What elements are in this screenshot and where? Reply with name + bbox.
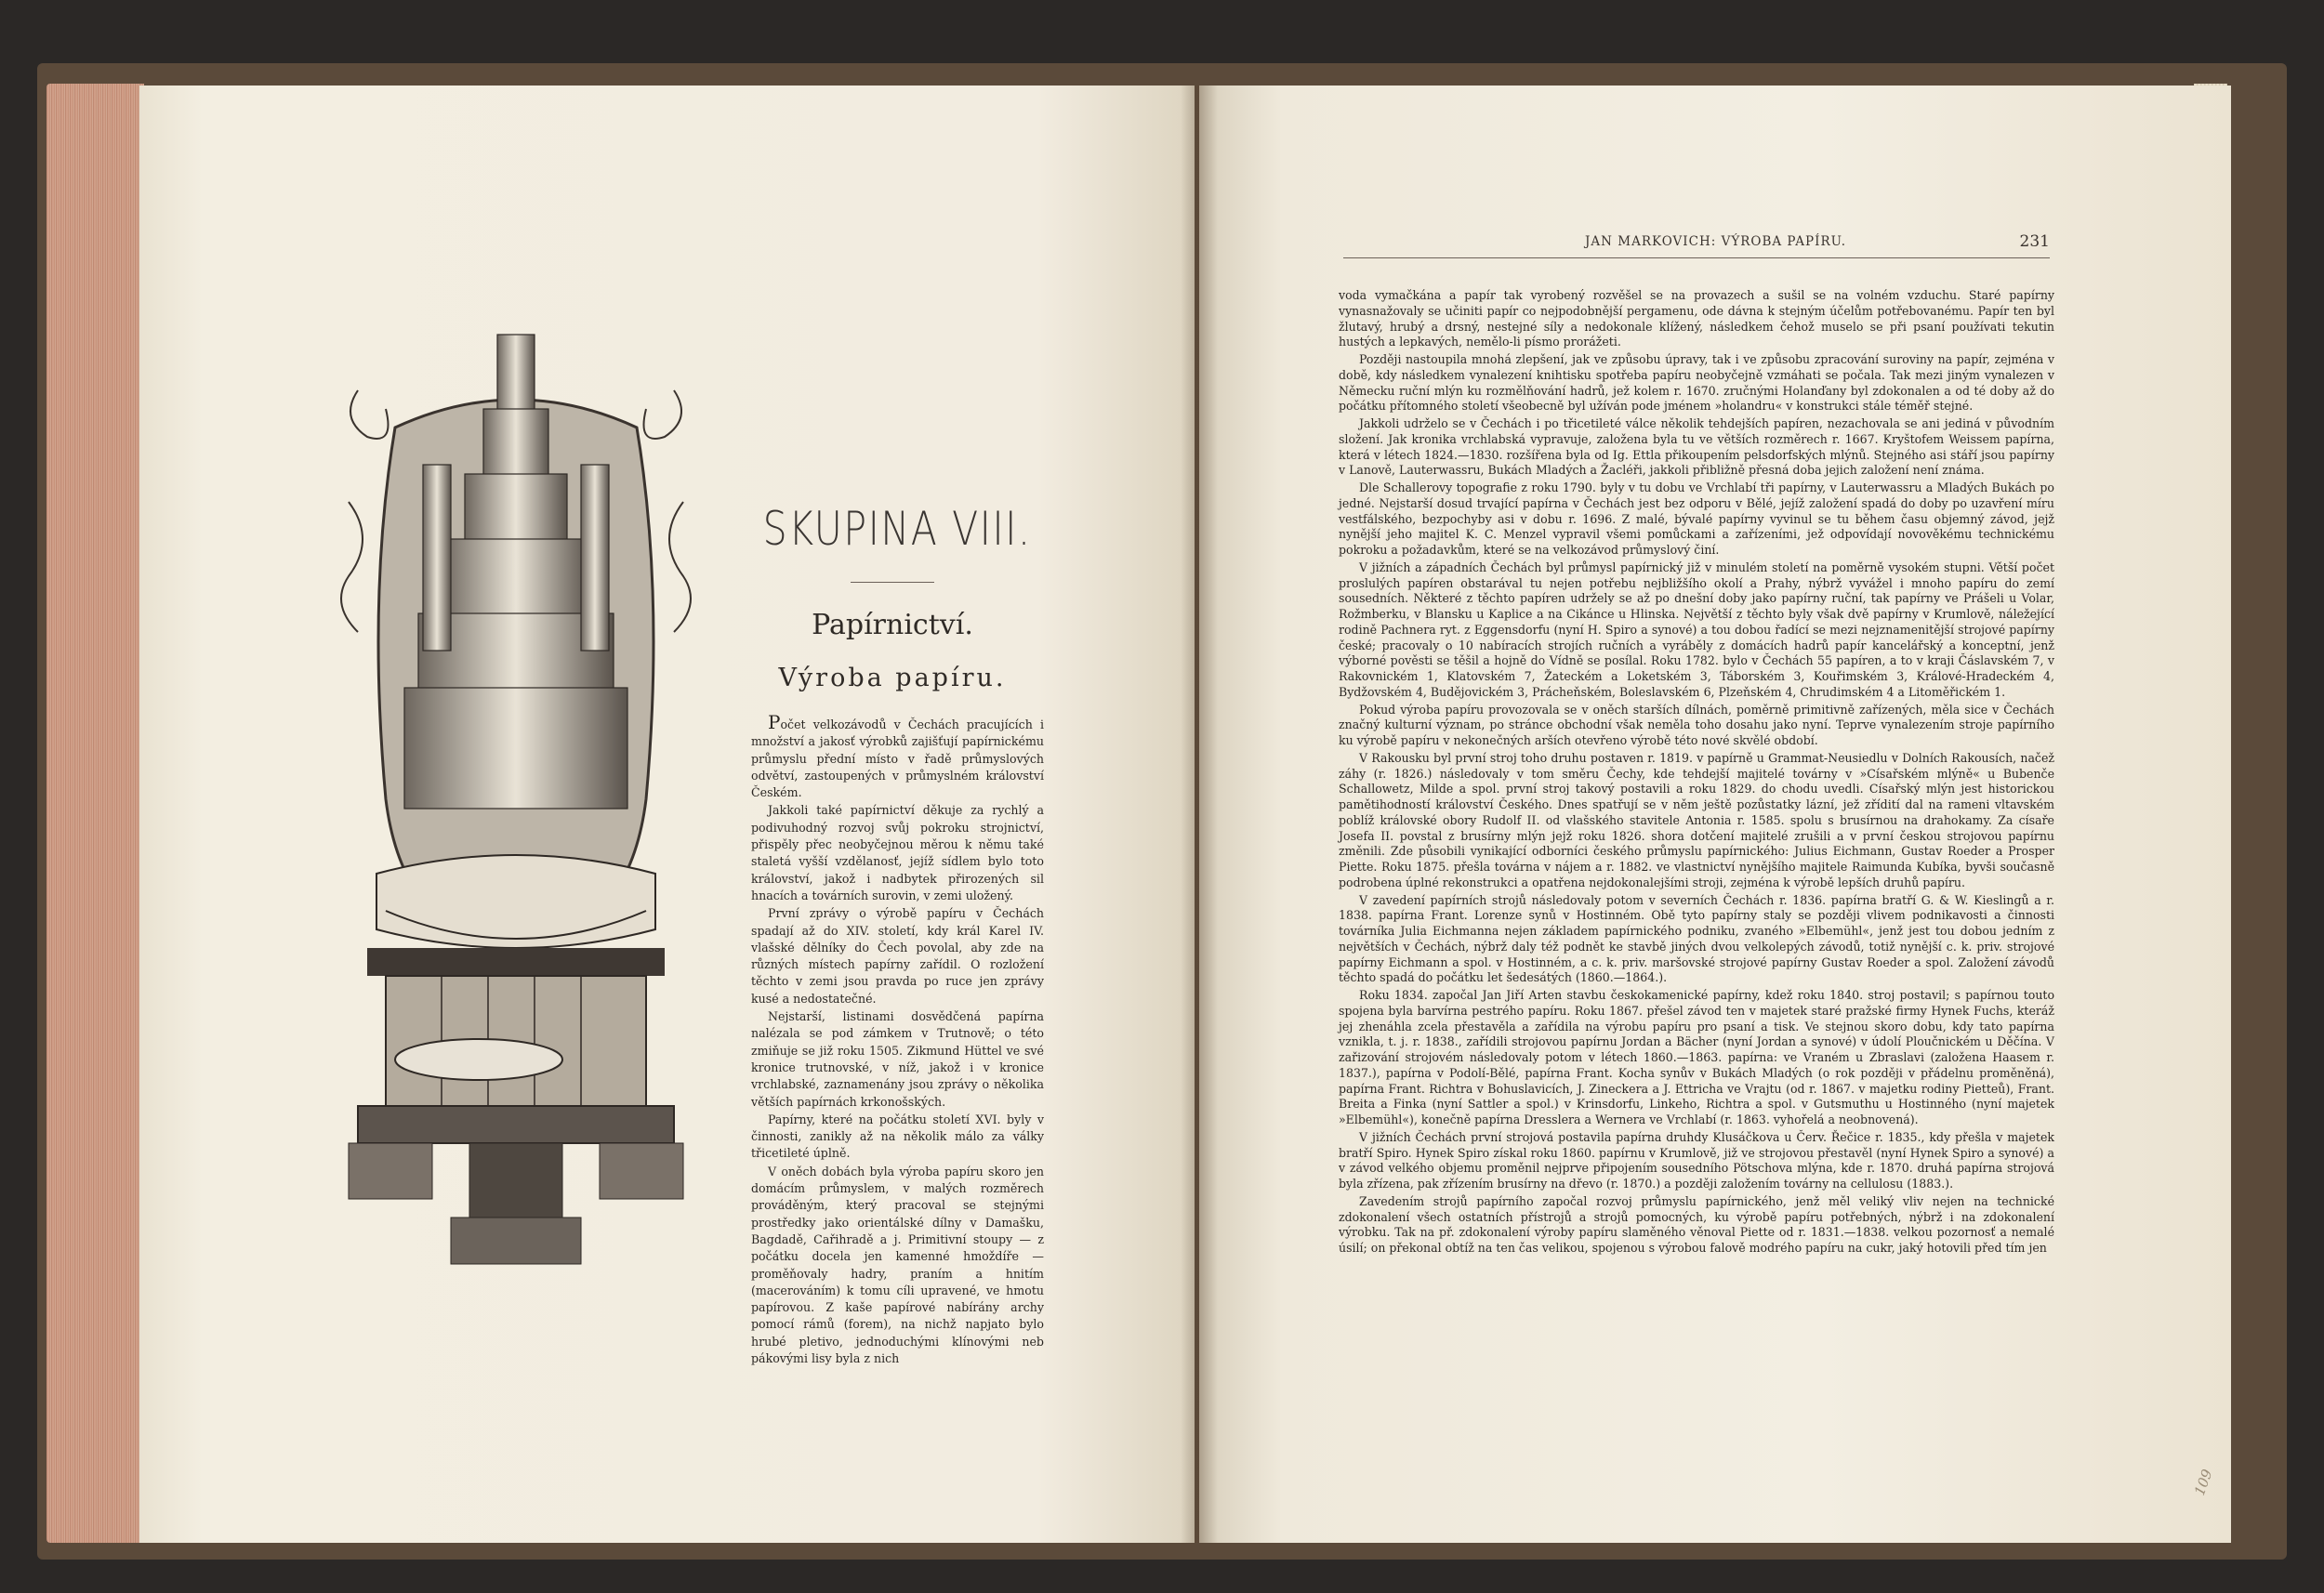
paragraph: V jižních a západních Čechách byl průmysl papírnický již v minulém století na poměrně vysokém stupni. Větší počet proslulých papíren obstarával tu nejen potřebu nejbližšího okolí a Prahy, nýbrž vyvážel i mnoho papíru do zemí sousedních. Některé z těchto papíren udržely se až po dnešní doby jako papírny ruční, tak papírny ve Prášeli u Volar, Rožmberku, v Blansku u Kaplice a na Cikánce u Hlinska. Největší z těchto byly však dvě papírny v Krumlově, náležející rodině Pachnera ryt. z Eggensdorfu (nyní H. Spiro a synové) a tou dobou řadící se mezi nejznamenitější strojové papírny české; pracovaly o 10 nabíracích strojích ručních a vyráběly z domácích hadrů papír kancelářský a konceptní, jenž výborné pověsti se těšil a hojně do Vídně se posílal. Roku 1782. bylo v Čechách 55 papíren, a to v kraji Čáslavském 7, v Rakovnickém 1, Klatovském 7, Žateckém a Loketském 3, Táborském 3, Kouřimském 3, Králové-Hradeckém 4, Bydžovském 4, Budějovickém 3, Prácheňském, Boleslavském 6, Plzeňském 4, Chrudimském 4 a Litoměřickém 1.	[1339, 560, 2054, 699]
book-fore-edge	[46, 84, 144, 1543]
paragraph: Nejstarší, listinami dosvědčená papírna nalézala se pod zámkem v Trutnově; o této zmiňuje se již roku 1505. Zikmund Hüttel ve své kronice trutnovské, v níž, jakož i v kronice vrchlabské, zaznamenány jsou zprávy o několika větších papírnách krkonošských.	[751, 1009, 1044, 1109]
running-head-title: JAN MARKOVICH: VÝROBA PAPÍRU.	[1585, 234, 1847, 249]
paragraph: Jakkoli udrželo se v Čechách i po třicetileté válce několik tehdejších papíren, nezachovala se ani jediná v původním složení. Jak kronika vrchlabská vypravuje, založena byla tu ve větších rozměrech r. 1667. Kryštofem Weissem papírna, která v létech 1824.—1830. rozšířena byla od Ig. Ettla přikoupením pelsdorfských mlýnů. Stejného asi stáří jsou papírny v Lanově, Lauterwassru, Bukách Mladých a Žacléři, jakkoli přibližně přesná doba jejich založení není známa.	[1339, 416, 2054, 478]
paragraph: První zprávy o výrobě papíru v Čechách spadají až do XIV. století, kdy král Karel IV. vlašské dělníky do Čech povolal, aby zde na různých místech papírny zařídil. O rozložení těchto v zemi jsou pravda po ruce jen zprávy kusé a nedostatečné.	[751, 906, 1044, 1006]
pencil-margin-note: 109	[2190, 1467, 2216, 1498]
right-text-column	[1339, 288, 2054, 1258]
section-title: Výroba papíru.	[778, 664, 1007, 692]
paragraph: Papírny, které na počátku století XVI. byly v činnosti, zanikly až na několik málo za války třicetileté úplně.	[751, 1112, 1044, 1161]
book-gutter	[1181, 86, 1218, 1543]
paragraph: V zavedení papírních strojů následovaly potom v severních Čechách r. 1836. papírna bratří G. & W. Kieslingů a r. 1838. papírna Frant. Lorenze synů v Hostinném. Obě tyto papírny staly se později vlivem podnikavosti a činnosti továrníka Julia Eichmanna nejen základem papírnického podniku, zvaného »Elbemühl«, jenž jest tou dobou jedním z největších v Čechách, nýbrž daly též podnět ke stavbě jiných dvou velkolepých závodů, totiž nynější c. k. priv. strojové papírny Eichmann a spol. v Hostinném, a c. k. priv. maršovské strojové papírny Gustav Roeder a spol. Založení závodů těchto spadá do počátku let šedesátých (1860.—1864.).	[1339, 892, 2054, 985]
paragraph: Jakkoli také papírnictví děkuje za rychlý a podivuhodný rozvoj svůj pokroku strojnictví, přispěly přec neobyčejnou měrou k němu také staletá vyšší vzdělanosť, jejíž sídlem bylo toto království, jakož i nadbytek přirozených sil hnacích a továrních surovin, v zemi uložený.	[751, 803, 1044, 902]
paragraph: V jižních Čechách první strojová postavila papírna druhdy Klusáčkova u Červ. Řečice r. 1835., kdy přešla v majetek bratří Spiro. Hynek Spiro získal roku 1860. papírnu v Krumlově, již ve strojovou přestavěl (nyní Hynek Spiro a synové) a v závod velkého objemu proměnil nejprve připojením sousedního Pötschova mlýna, kde r. 1870. druhá papírna strojová byla zřízena, pak zřízením brusírny na dřevo (r. 1870.) a později založením továrny na cellulosu (1883.).	[1339, 1129, 2054, 1191]
page-number: 231	[2019, 232, 2050, 251]
running-head	[1343, 230, 2050, 258]
paragraph: Zavedením strojů papírního započal rozvoj průmyslu papírnického, jenž měl veliký vliv nejen na technické zdokonalení všech ostatních přístrojů a strojů pomocných, ku výrobě papíru potřebných, nýbrž i na zdokonalení výrobku. Tak na př. zdokonalení výroby papíru slaměného věnoval Piette od r. 1831.—1838. velkou pozornosť a nemalé úsilí; on překonal obtíž na ten čas velikou, spojenou s výrobou falově modrého papíru na cukr, jaký hotovili před tím jen	[1339, 1193, 2054, 1255]
paragraph: V Rakousku byl první stroj toho druhu postaven r. 1819. v papírně u Grammat-Neusiedlu v Dolních Rakousích, načež záhy (r. 1826.) následovaly v tom směru Čechy, kde tehdejší majitelé továrny v »Císařském mlýně« u Bubenče Schallowetz, Milde a spol. první stroj takový postavili a roku 1829. do chodu uvedli. Císařský mlýn jest historickou pamětihodností království Českého. Dnes spatřují se v něm ještě pozůstatky lázní, jež zřídití dal na rameni vltavském poblíž královské obory Rudolf II. od vlašského stavitele Antonia r. 1585. spolu s brusírnou na drahokamy. Za císaře Josefa II. povstal z brusírny mlýn jejž roku 1826. shora dotčení majitelé zrušili a v první českou strojovou papírnu změnili. Zde působili vynikající odborníci českého průmyslu papírnického: Julius Eichmann, Gustav Roeder a Prosper Piette. Roku 1875. přešla továrna v nájem a r. 1882. ve vlastnictví nynějšího majitele Raimunda Kubíka, byvši současně podrobena úplné rekonstrukci a opatřena nejdokonalejšími stroji, zejména k výrobě lepších druhů papíru.	[1339, 750, 2054, 889]
paragraph: Počet velkozávodů v Čechách pracujících i množství a jakosť výrobků zajišťují papírnickému průmyslu přední místo v řadě průmyslových odvětví, zastoupených v průmyslném království Českém.	[751, 711, 1044, 800]
paper-machine-engraving	[330, 316, 702, 1283]
paragraph: Pokud výroba papíru provozovala se v oněch starších dílnách, poměrně primitivně zařízených, měla sice v Čechách značný kulturní význam, po stránce obchodní však neměla toho dosahu jako nyní. Teprve vynalezením stroje papírního ku výrobě papíru v nekonečných arších otevřeno výrobě této nové skvělé období.	[1339, 702, 2054, 747]
left-text-column	[751, 711, 1044, 1368]
paragraph: voda vymačkána a papír tak vyrobený rozvěšel se na provazech a sušil se na volném vzduchu. Staré papírny vynasnažovaly se učiniti papír co nejpodobnější pergamenu, ode dávna k stejným účelům potřebovanému. Papír ten byl žlutavý, hrubý a drsný, nestejné síly a nedokonale klížený, následkem čehož muselo se při psaní používati tekutin hustých a lepkavých, nemělo-li písmo prorážeti.	[1339, 288, 2054, 349]
chapter-heading: SKUPINA VIII.	[762, 502, 1032, 556]
paragraph: Roku 1834. započal Jan Jiří Arten stavbu českokamenické papírny, kdež roku 1840. stroj postavil; s papírnou touto spojena byla barvírna pestrého papíru. Roku 1867. přešel závod ten v majetek staré pražské firmy Hynek Fuchs, kteráž jej zhenáhla zcela přestavěla a zařídila na výrobu papíru pro psaní a tisk. Ve stejnou skoro dobu, kdy tato papírna vznikla, t. j. r. 1838., zařídili strojovou papírnu Jordan a Bächer (nyní Jordan a synové) v údolí Ploučnickém u Děčína. V zařizování strojovém následovaly potom v létech 1860.—1863. papírna: ve Vraném u Zbraslavi (založena Haasem r. 1837.), papírna v Podolí-Bělé, papírna Frant. Kocha synův v Bukách Mladých (o rok později v přádelnu proměněná), papírna Frant. Richtra v Bohuslavicích, J. Zineckera a J. Ettricha ve Vrajtu (od r. 1867. v majetku rodiny Pietteů), Frant. Breita a Finka (nyní Sattler a spol.) v Krinsdorfu, Linkeho, Richtra a spol. v Gutsmuthu u Hostinného (nyní majetek »Elbemühl«), konečně papírna Dresslera a Wernera ve Vrchlabí (r. 1863. vyhořelá a neobnovená).	[1339, 988, 2054, 1126]
chapter-heading-group	[734, 502, 1050, 692]
paragraph: Dle Schallerovy topografie z roku 1790. byly v tu dobu ve Vrchlabí tři papírny, v Lauterwassru a Mladých Bukách po jedné. Nejstarší dosud trvající papírna v Čechách jest bez odporu v Bělé, jejíž založení spadá do doby po uzavření míru vestfálského, bezpochyby asi v dobu r. 1696. Z malé, bývalé papírny vyvinul se tu během času objemný závod, jejž nynější jeho majitel K. C. Menzel vypravil všemi pomůckami a zařízeními, jež odpovídají novověkému technickému pokroku a požadavkům, které se na velkozávod průmyslový činí.	[1339, 481, 2054, 557]
heading-divider	[851, 582, 934, 583]
chapter-subheading: Papírnictví.	[812, 609, 973, 641]
paragraph: Později nastoupila mnohá zlepšení, jak ve způsobu úpravy, tak i ve způsobu zpracování suroviny na papír, zejména v době, kdy následkem vynalezení knihtisku spotřeba papíru neobyčejně vzmáhati se počala. Tak mezi jiným vynalezen v Německu ruční mlýn ku rozmělňování hadrů, jež kolem r. 1670. zručnými Holanďany byl zdokonalen a od té doby až do počátku přítomného století všeobecně byl užíván pode jménem »holandru« v konstrukci stále téměř stejné.	[1339, 352, 2054, 414]
paragraph: V oněch dobách byla výroba papíru skoro jen domácím průmyslem, v malých rozměrech prováděným, který pracoval se stejnými prostředky jako orientálské dílny v Damašku, Bagdadě, Cařihradě a j. Primitivní stoupy — z počátku docela jen kamenné hmoždíře — proměňovaly hadry, praním a hnitím (macerováním) k tomu cíli upravené, ve hmotu papírovou. Z kaše papírové nabírány archy pomocí rámů (forem), na nichž napjato bylo hrubé pletivo, jednoduchými klínovými neb pákovými lisy byla z nich	[751, 1164, 1044, 1365]
